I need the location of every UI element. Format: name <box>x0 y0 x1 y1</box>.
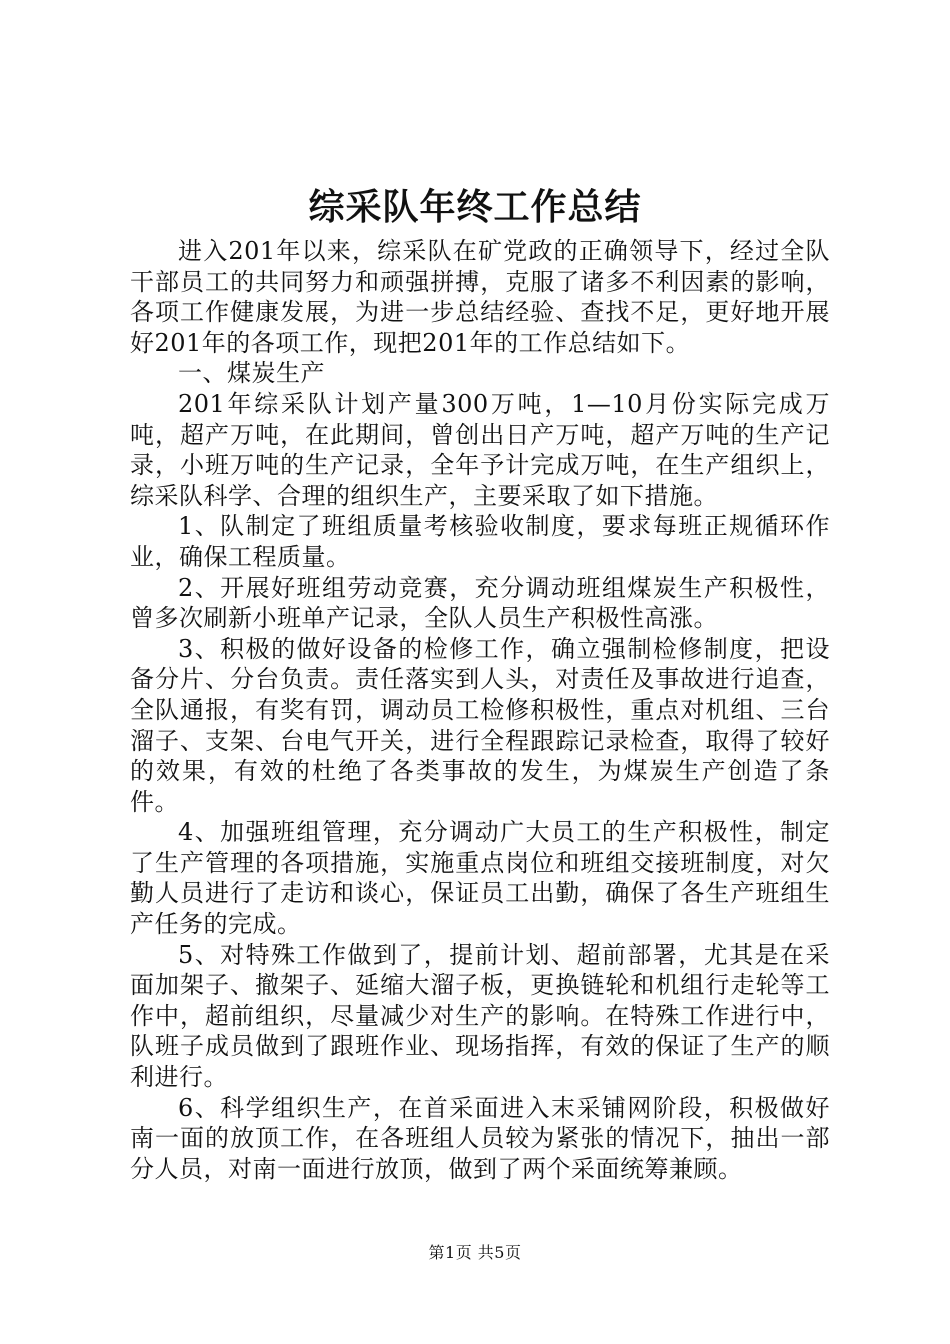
document-title: 综采队年终工作总结 <box>308 187 642 228</box>
paragraph-measure-4: 4、加强班组管理，充分调动广大员工的生产积极性，制定了生产管理的各项措施，实施重点岗位和班组交接班制度，对欠勤人员进行了走访和谈心，保证员工出勤，确保了各生产班组生产任务的完成。 <box>130 818 830 939</box>
page-number-footer: 第1页 共5页 <box>428 1243 522 1262</box>
paragraph-measure-1: 1、队制定了班组质量考核验收制度，要求每班正规循环作业，确保工程质量。 <box>130 512 830 571</box>
paragraph-measure-6: 6、科学组织生产，在首采面进入末采铺网阶段，积极做好南一面的放顶工作，在各班组人员较为紧张的情况下，抽出一部分人员，对南一面进行放顶，做到了两个采面统筹兼顾。 <box>130 1093 830 1183</box>
paragraph-intro: 进入201年以来，综采队在矿党政的正确领导下，经过全队干部员工的共同努力和顽强拼搏，克服了诸多不利因素的影响，各项工作健康发展，为进一步总结经验、查找不足，更好地开展好201年的各项工作，现把201年的工作总结如下。 <box>130 237 830 357</box>
paragraph-production-plan: 201年综采队计划产量300万吨，1—10月份实际完成万吨，超产万吨，在此期间，曾创出日产万吨，超产万吨的生产记录，小班万吨的生产记录，全年予计完成万吨，在生产组织上，综采队科学、合理的组织生产，主要采取了如下措施。 <box>130 389 830 510</box>
document-body <box>130 236 830 1184</box>
section-heading-coal-production: 一、煤炭生产 <box>178 359 325 388</box>
paragraph-measure-2: 2、开展好班组劳动竞赛，充分调动班组煤炭生产积极性，曾多次刷新小班单产记录，全队人员生产积极性高涨。 <box>130 573 830 633</box>
paragraph-measure-5: 5、对特殊工作做到了，提前计划、超前部署，尤其是在采面加架子、撤架子、延缩大溜子板，更换链轮和机组行走轮等工作中，超前组织，尽量减少对生产的影响。在特殊工作进行中，队班子成员做到了跟班作业、现场指挥，有效的保证了生产的顺利进行。 <box>130 940 830 1092</box>
paragraph-measure-3: 3、积极的做好设备的检修工作，确立强制检修制度，把设备分片、分台负责。责任落实到人头，对责任及事故进行追查，全队通报，有奖有罚，调动员工检修积极性，重点对机组、三台溜子、支架、台电气开关，进行全程跟踪记录检查，取得了较好的效果，有效的杜绝了各类事故的发生，为煤炭生产创造了条件。 <box>130 634 830 816</box>
